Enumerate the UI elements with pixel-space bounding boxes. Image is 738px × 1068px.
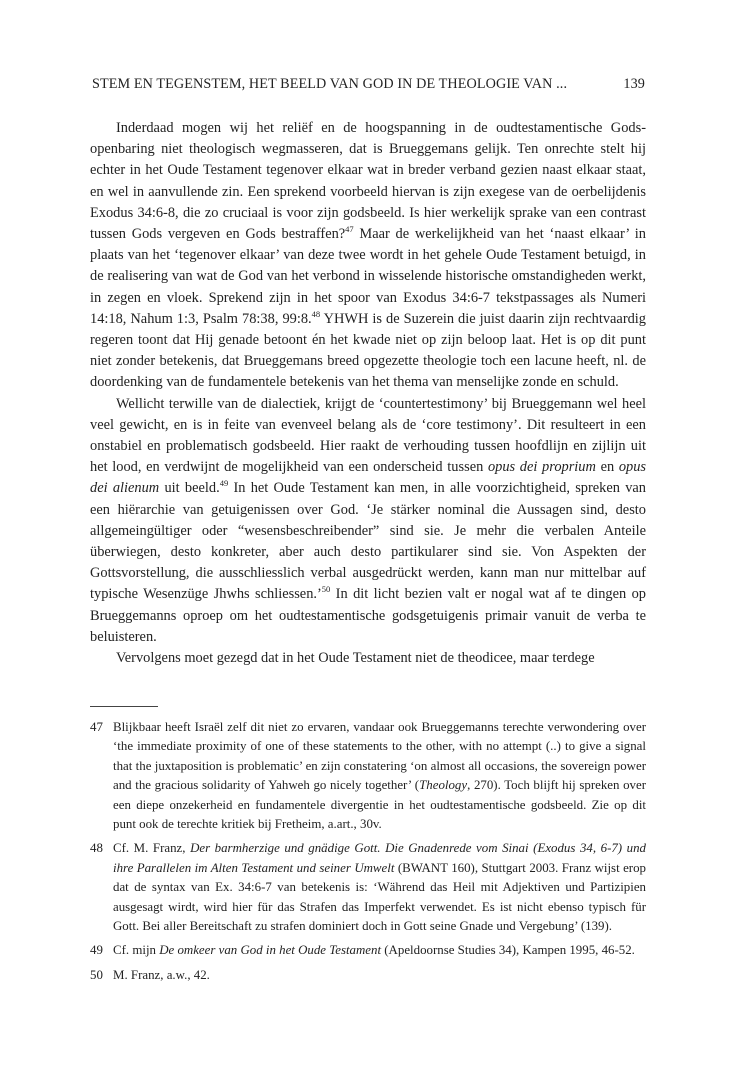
footnote-text: Blijkbaar heeft Israël zelf dit niet zo ervaren, vandaar ook Brueggemanns terechte verwondering over ‘the immediate proximity of one of these statements to the other, with no attempt (..) to give a signal that the juxtaposition is problematic’ en zijn constatering ‘on almost all occasions, the sovereign power and the gracious solidarity of Yahweh go nicely together’ (Theology, 270). Toch blijft hij spreken over een diepe onzekerheid en fundamentele divergentie in het oudtestamentische godsbeeld. Zie op dit punt ook de terechte kritiek bij Fretheim, a.art., 30v. — [113, 720, 647, 832]
footnote-ref-47[interactable]: 47 — [345, 224, 354, 235]
footnote-text: Cf. mijn De omkeer van God in het Oude Testament (Apeldoornse Studies 34), Kampen 1995, 46-52. — [113, 943, 635, 958]
footnote-text: Cf. M. Franz, Der barmherzige und gnädige Gott. Die Gnadenrede vom Sinai (Exodus 34, 6-7) und ihre Parallelen im Alten Testament und seiner Umwelt (BWANT 160), Stuttgart 2003. Franz wijst erop dat de syntax van Ex. 34:6-7 van betekenis is: ‘Während das Heil mit Adjektiven und Partizipien ausgesagt wirdt, wird hier für das Strafen das Imperfekt verwendet. Es ist nicht ebenso typisch für Gott. Bei aller Bereitschaft zu strafen dominiert doch in Gott seine Gnade und Vergebung’ (139). — [113, 841, 646, 934]
footnote-ref-48[interactable]: 48 — [311, 308, 321, 319]
footnote-number: 50 — [90, 967, 103, 982]
paragraph-2-text-e: In dit licht bezien valt er nogal wat af te dingen op Brueggemanns oproep om het oudtestamentische godsgetuigenis primair vanuit de verba te beluisteren. — [90, 586, 646, 645]
footnote-number: 47 — [90, 720, 103, 734]
paragraph-1 — [90, 118, 646, 394]
running-title: STEM EN TEGENSTEM, HET BEELD VAN GOD IN DE THEOLOGIE VAN ... — [92, 76, 568, 92]
paragraph-2-text-c: uit beeld. — [159, 480, 220, 497]
term-opus-dei-proprium: opus dei proprium — [487, 459, 596, 476]
term-opus-dei-alienum: opus dei alienum — [90, 459, 647, 497]
paragraph-1-text-a: Inderdaad mogen wij het reliëf en de hoogspanning in de oudtestamentische Godsopenbaring niet theologisch wegmasseren, dat is Brueggemans gelijk. Ten onrechte stelt hij echter in het Oude Testament tegenover elkaar wat in breder verband gezien naast elkaar staat, en wel in aanvullende zin. Een sprekend voorbeeld hiervan is zijn exegese van de oerbelijdenis Exodus 34:6-8, die zo cruciaal is voor zijn godsbeeld. Is hier werkelijk sprake van een contrast tussen Gods vergeven en Gods bestraffen? — [90, 120, 646, 243]
footnote-47 — [90, 718, 646, 834]
footnote-text: M. Franz, a.w., 42. — [113, 967, 210, 982]
paragraph-1-text-c: YHWH is de Suzerein die juist daarin zijn rechtvaardig regeren toont dat Hij genade betoont én het kwade niet op zijn beloop laat. Het is op dit punt niet zonder betekenis, dat Brueggemans breed opgezette theologie toch een lacune heeft, nl. de doordenking van de fundamentele betekenis van het thema van menselijke zonde en schuld. — [90, 310, 646, 391]
page-number: 139 — [623, 76, 645, 92]
footnote-50 — [90, 966, 646, 985]
footnote-48 — [90, 839, 646, 936]
paragraph-2-text-a: Wellicht terwille van de dialectiek, krijgt de ‘countertestimony’ bij Brueggemann wel heel veel gewicht, en is in feite van evenveel belang als de ‘core testimony’. Dit resulteert in een onstabiel en problematisch godsbeeld. Hier raakt de verhouding tussen hoofdlijn en zijlijn uit het lood, en verdwijnt de mogelijkheid van een onderscheid tussen — [90, 395, 646, 476]
running-header — [92, 76, 645, 93]
footnote-number: 48 — [90, 841, 103, 856]
footnote-ref-49[interactable]: 49 — [219, 478, 229, 489]
paragraph-1-text-b: Maar de werkelijkheid van het ‘naast elkaar’ in plaats van het ‘tegenover elkaar’ van deze twee wordt in het gehele Oude Testament betuigd, in de realisering van wat de God van het verbond in wisselende historische omstandigheden werkt, in zegen en vloek. Sprekend zijn in het spoor van Exodus 34:6-7 tekstpassages als Numeri 14:18, Nahum 1:3, Psalm 78:38, 99:8. — [90, 226, 646, 327]
paragraph-2-text-d: In het Oude Testament kan men, in alle voorzichtigheid, spreken van een hiërarchie van getuigenissen over God. ‘Je stärker nominal die Aussagen sind, desto allgemeingültiger oder “wesensbeschreibender” sind sie. Je mehr die verbalen Anteile überwiegen, desto konkreter, aber auch desto partikularer sind sie. Von Aspekten der Gottsvorstellung, die ausschliesslich verbal ausgedrückt werden, kann man nur mittelbar auf typische Wesenzüge Jhwhs schliessen.’ — [90, 480, 646, 603]
main-text — [90, 118, 646, 669]
footnote-separator — [90, 706, 158, 707]
footnote-49 — [90, 941, 646, 960]
paragraph-3: Vervolgens moet gezegd dat in het Oude Testament niet de theodicee, maar terdege — [116, 650, 595, 667]
paragraph-2-text-b: en — [595, 459, 619, 476]
footnote-ref-50[interactable]: 50 — [321, 584, 331, 595]
paragraph-2 — [90, 394, 646, 648]
footnote-number: 49 — [90, 943, 103, 958]
footnotes — [90, 718, 646, 990]
